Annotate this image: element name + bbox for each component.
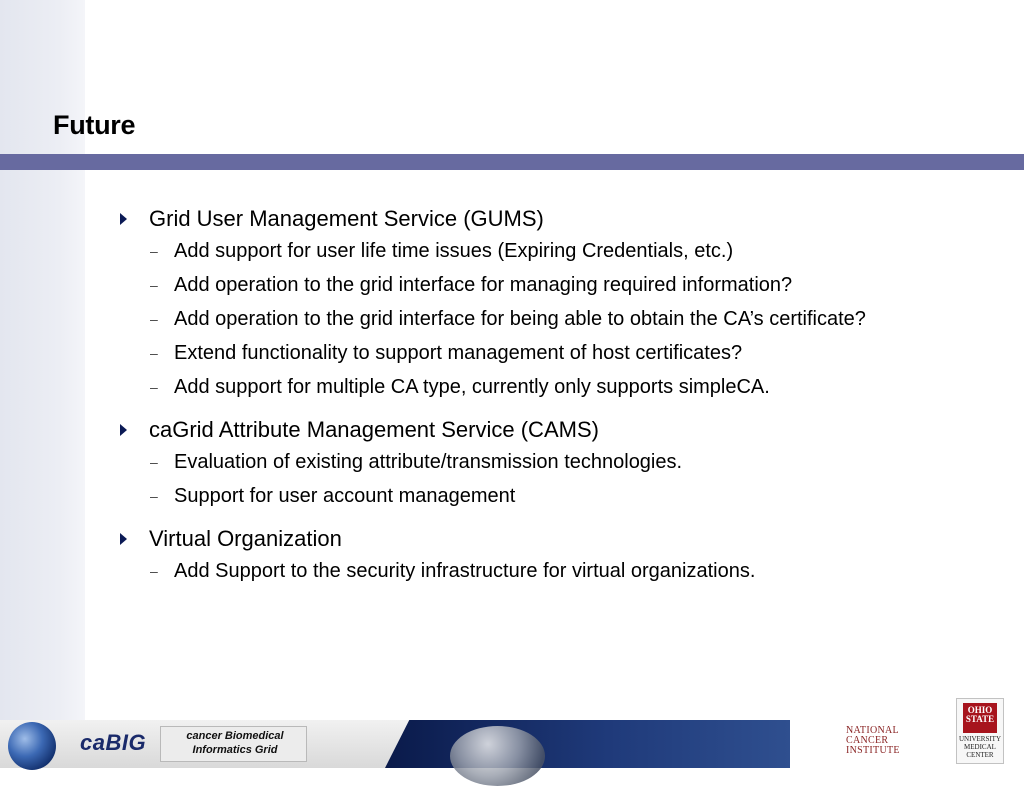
slide-footer (0, 705, 1024, 768)
osu-medical-center-logo (956, 698, 1004, 764)
section-cams (118, 415, 998, 510)
cabig-banner (0, 720, 790, 768)
left-decorative-strip (0, 0, 85, 720)
section-heading (118, 204, 998, 234)
section-heading-text: Grid User Management Service (GUMS) (149, 206, 544, 231)
dash-bullet-icon: – (150, 243, 158, 259)
triangle-bullet-icon (120, 213, 127, 225)
osu-logo-line: CENTER (966, 751, 994, 759)
sub-bullet-text: Add operation to the grid interface for managing required information? (174, 274, 793, 296)
sub-bullet (118, 374, 998, 401)
nci-logo-line: NATIONAL (846, 725, 899, 736)
sub-bullet (118, 306, 998, 333)
sub-bullet-text: Add support for multiple CA type, currently only supports simpleCA. (174, 376, 770, 398)
triangle-bullet-icon (120, 424, 127, 436)
globe-logo-icon (8, 722, 56, 770)
sub-bullet-text: Add operation to the grid interface for being able to obtain the CA’s certificate? (174, 308, 866, 330)
section-heading-text: caGrid Attribute Management Service (CAMS) (149, 417, 599, 442)
sub-bullet-text: Support for user account management (174, 485, 516, 507)
sub-bullet (118, 558, 998, 585)
sub-bullet-text: Add support for user life time issues (Expiring Credentials, etc.) (174, 240, 734, 262)
dash-bullet-icon: – (150, 277, 158, 293)
title-rule (0, 154, 1024, 170)
dash-bullet-icon: – (150, 379, 158, 395)
dash-bullet-icon: – (150, 563, 158, 579)
osu-seal-icon: OHIO STATE (963, 703, 997, 733)
dash-bullet-icon: – (150, 454, 158, 470)
globe-icon (450, 726, 545, 786)
section-gums (118, 204, 998, 401)
section-heading (118, 415, 998, 445)
sub-bullet-text: Evaluation of existing attribute/transmission technologies. (174, 451, 683, 473)
osu-logo-line: UNIVERSITY (959, 735, 1001, 743)
sub-bullet (118, 272, 998, 299)
nci-logo-line: CANCER (846, 735, 889, 746)
section-heading-text: Virtual Organization (149, 526, 342, 551)
triangle-bullet-icon (120, 533, 127, 545)
sub-bullet (118, 238, 998, 265)
cabig-tagline (170, 729, 300, 757)
sub-bullet (118, 340, 998, 367)
slide-content (118, 204, 998, 599)
banner-dark-panel (385, 720, 790, 768)
cabig-logo-text: caBIG (80, 730, 147, 755)
dash-bullet-icon: – (150, 488, 158, 504)
sub-bullet-text: Add Support to the security infrastructure for virtual organizations. (174, 560, 756, 582)
dash-bullet-icon: – (150, 345, 158, 361)
sub-bullet (118, 483, 998, 510)
nci-logo (846, 726, 906, 756)
tagline-line: Informatics Grid (192, 744, 278, 756)
tagline-line: cancer Biomedical (186, 730, 284, 742)
osu-logo-line: MEDICAL (964, 743, 996, 751)
osu-logo-text (959, 735, 1001, 759)
sub-bullet (118, 449, 998, 476)
sub-bullet-text: Extend functionality to support management of host certificates? (174, 342, 743, 364)
nci-logo-line: INSTITUTE (846, 745, 900, 756)
section-heading (118, 524, 998, 554)
slide-title: Future (53, 110, 136, 140)
dash-bullet-icon: – (150, 311, 158, 327)
section-virtual-organization (118, 524, 998, 585)
